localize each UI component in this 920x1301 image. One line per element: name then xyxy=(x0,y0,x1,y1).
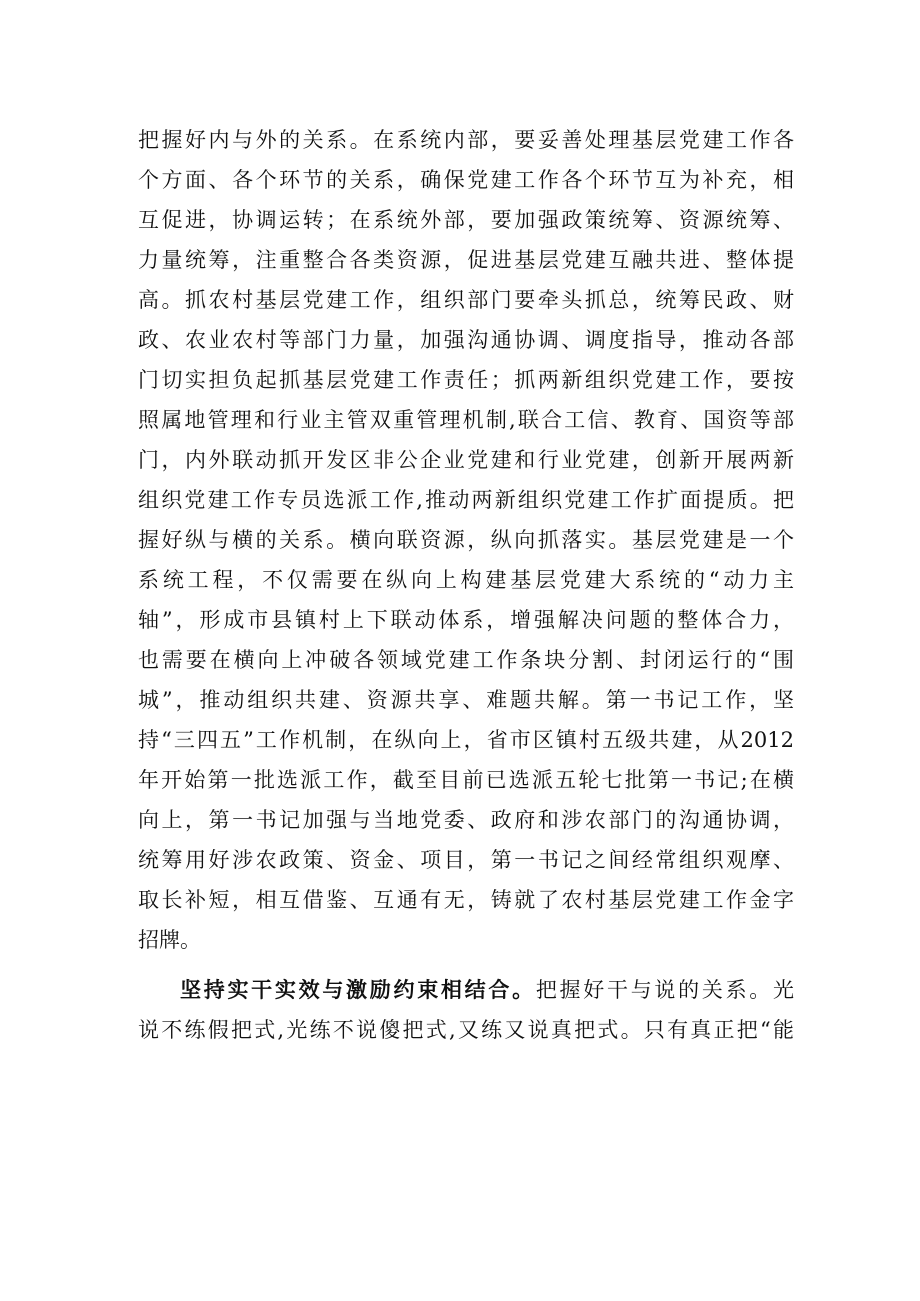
body-text-line: 取长补短，相互借鉴、互通有无，铸就了农村基层党建工作金字 xyxy=(138,888,794,912)
body-text-line: 高。抓农村基层党建工作，组织部门要牵头抓总，统筹民政、财 xyxy=(138,288,794,312)
body-text-line: 握好纵与横的关系。横向联资源，纵向抓落实。基层党建是一个 xyxy=(138,528,794,552)
body-text-line: 说不练假把式,光练不说傻把式,又练又说真把式。只有真正把“能 xyxy=(138,1018,794,1042)
body-text-line: 向上，第一书记加强与当地党委、政府和涉农部门的沟通协调， xyxy=(138,808,794,832)
paragraph-heading: 坚持实干实效与激励约束相结合。 xyxy=(180,978,536,1002)
paragraph-heading-line xyxy=(180,970,794,1010)
body-text-line: 年开始第一批选派工作，截至目前已选派五轮七批第一书记;在横 xyxy=(138,768,794,792)
body-text-line: 城”，推动组织共建、资源共享、难题共解。第一书记工作，坚 xyxy=(138,688,794,712)
body-text-line: 政、农业农村等部门力量，加强沟通协调、调度指导，推动各部 xyxy=(138,328,794,352)
body-text-line: 照属地管理和行业主管双重管理机制,联合工信、教育、国资等部 xyxy=(138,408,794,432)
body-text-line: 轴”，形成市县镇村上下联动体系，增强解决问题的整体合力， xyxy=(138,608,794,632)
body-text-line: 门切实担负起抓基层党建工作责任；抓两新组织党建工作，要按 xyxy=(138,368,794,392)
body-text-line: 招牌。 xyxy=(138,928,201,952)
body-text-line: 也需要在横向上冲破各领域党建工作条块分割、封闭运行的“围 xyxy=(138,648,794,672)
body-text-line: 个方面、各个环节的关系，确保党建工作各个环节互为补充，相 xyxy=(138,168,794,192)
body-text-line: 统筹用好涉农政策、资金、项目，第一书记之间经常组织观摩、 xyxy=(138,848,794,872)
body-text-line: 持“三四五”工作机制，在纵向上，省市区镇村五级共建，从2012 xyxy=(138,728,794,752)
body-text-line: 把握好内与外的关系。在系统内部，要妥善处理基层党建工作各 xyxy=(138,128,794,152)
body-text-line: 门，内外联动抓开发区非公企业党建和行业党建，创新开展两新 xyxy=(138,448,794,472)
body-text-line: 组织党建工作专员选派工作,推动两新组织党建工作扩面提质。把 xyxy=(138,488,794,512)
body-text-line: 系统工程，不仅需要在纵向上构建基层党建大系统的“动力主 xyxy=(138,568,794,592)
body-text-line: 力量统筹，注重整合各类资源，促进基层党建互融共进、整体提 xyxy=(138,248,794,272)
body-text-line: 互促进，协调运转；在系统外部，要加强政策统筹、资源统筹、 xyxy=(138,208,794,232)
paragraph-text: 把握好干与说的关系。光 xyxy=(535,978,795,1002)
